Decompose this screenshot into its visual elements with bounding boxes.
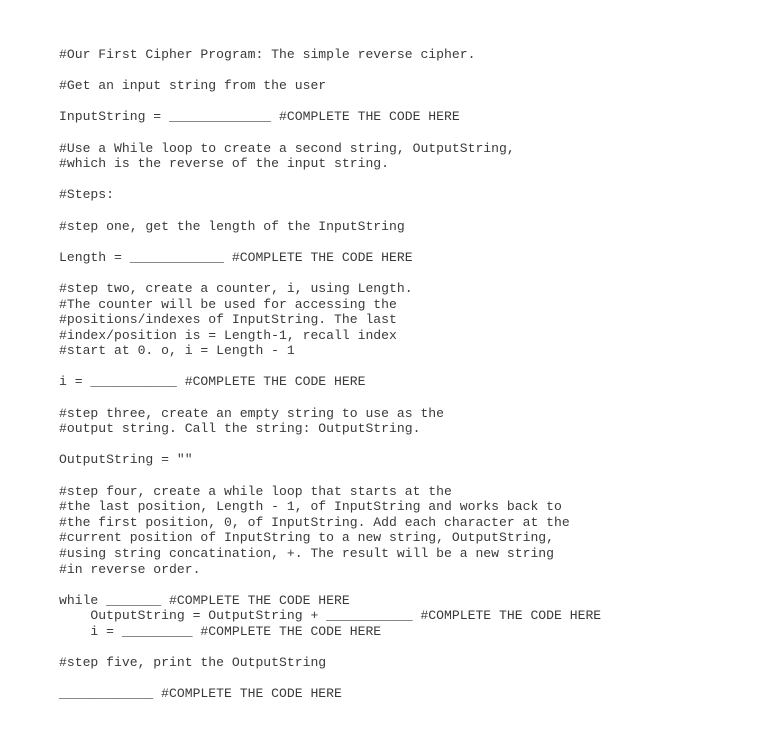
comment-line: #step one, get the length of the InputString (59, 218, 405, 234)
blank-line (59, 94, 601, 110)
fill-in-code-line: ____________ #COMPLETE THE CODE HERE (59, 686, 342, 702)
fill-in-code-line: i = ___________ #COMPLETE THE CODE HERE (59, 374, 366, 390)
blank-line (59, 359, 601, 375)
blank-line (59, 640, 601, 656)
fill-in-code-line: InputString = _____________ #COMPLETE THE CODE HERE (59, 109, 460, 125)
comment-line: #positions/indexes of InputString. The last (59, 312, 397, 328)
comment-line: #in reverse order. (59, 561, 201, 577)
comment-line: #the first position, 0, of InputString. Add each character at the (59, 514, 570, 530)
comment-line: #step five, print the OutputString (59, 655, 327, 671)
blank-line (59, 63, 601, 79)
blank-line (59, 468, 601, 484)
comment-line: #step four, create a while loop that starts at the (59, 483, 452, 499)
comment-line: #using string concatination, +. The result will be a new string (59, 546, 555, 561)
comment-line: #Our First Cipher Program: The simple reverse cipher. (59, 47, 476, 62)
blank-line (59, 172, 601, 188)
fill-in-code-line: i = _________ #COMPLETE THE CODE HERE (59, 623, 382, 639)
comment-line: #The counter will be used for accessing the (59, 296, 397, 312)
comment-line: #Steps: (59, 187, 115, 203)
comment-line: #Use a While loop to create a second string, OutputString, (59, 140, 515, 156)
blank-line (59, 234, 601, 250)
comment-line: #which is the reverse of the input string. (59, 156, 390, 172)
blank-line (59, 125, 601, 141)
blank-line (59, 203, 601, 219)
blank-line (59, 437, 601, 453)
comment-line: #output string. Call the string: OutputString. (59, 421, 421, 437)
comment-line: #current position of InputString to a new string, OutputString, (59, 530, 555, 546)
comment-line: #index/position is = Length-1, recall index (59, 327, 397, 343)
comment-line: #step three, create an empty string to use as the (59, 405, 445, 421)
blank-line (59, 265, 601, 281)
fill-in-code-line: Length = ____________ #COMPLETE THE CODE HERE (59, 249, 413, 265)
blank-line (59, 390, 601, 406)
blank-line (59, 671, 601, 687)
comment-line: #start at 0. o, i = Length - 1 (59, 343, 295, 359)
code-document (59, 47, 601, 702)
fill-in-code-line: OutputString = OutputString + ___________ #COMPLETE THE CODE HERE (59, 608, 602, 624)
comment-line: #Get an input string from the user (59, 78, 327, 94)
fill-in-code-line: while _______ #COMPLETE THE CODE HERE (59, 592, 350, 608)
comment-line: #step two, create a counter, i, using Length. (59, 280, 413, 296)
comment-line: #the last position, Length - 1, of InputString and works back to (59, 499, 562, 515)
code-line: OutputString = "" (59, 452, 193, 468)
blank-line (59, 577, 601, 593)
